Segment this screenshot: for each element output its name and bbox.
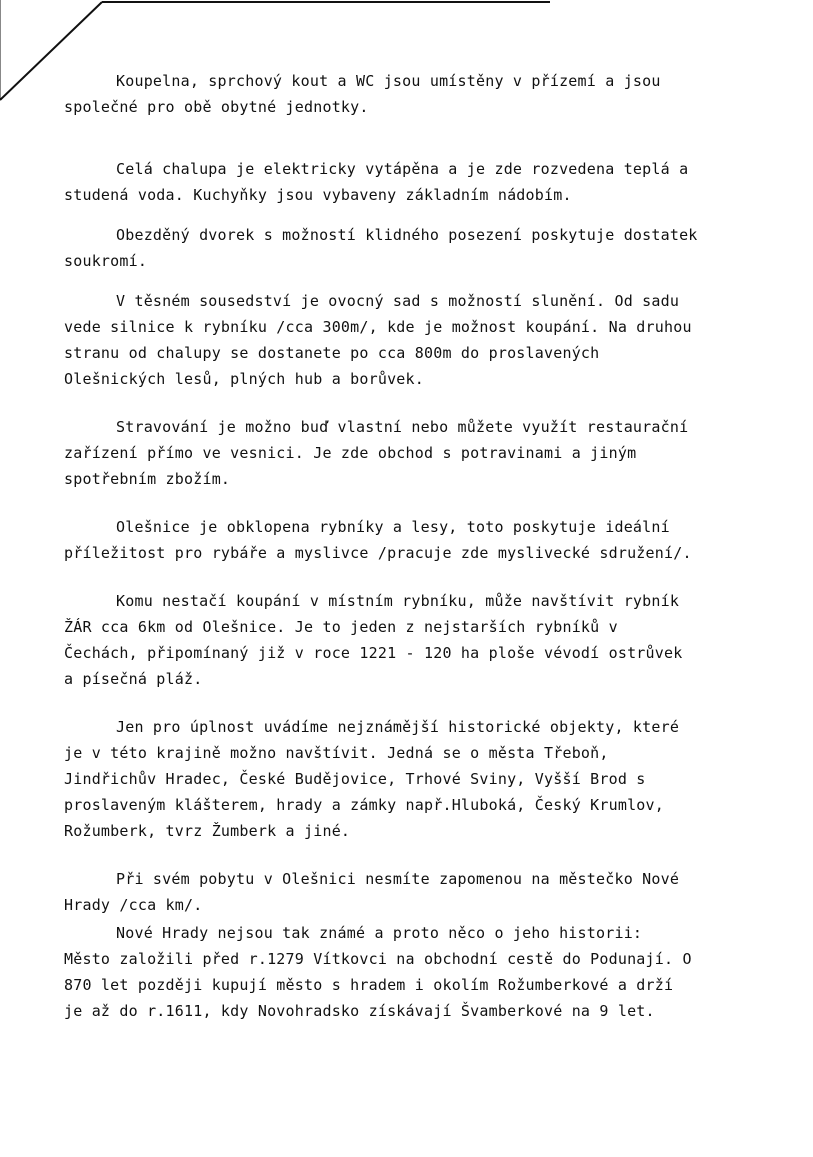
text-line: ŽÁR cca 6km od Olešnice. Je to jeden z nejstarších rybníků v bbox=[64, 618, 618, 636]
text-line: Obezděný dvorek s možností klidného posezení poskytuje dostatek bbox=[116, 226, 698, 244]
paragraph-nove-hrady-history bbox=[64, 920, 764, 1024]
text-line: Jindřichův Hradec, České Budějovice, Trhové Sviny, Vyšší Brod s bbox=[64, 770, 646, 788]
text-line: studená voda. Kuchyňky jsou vybaveny základním nádobím. bbox=[64, 186, 572, 204]
text-line: soukromí. bbox=[64, 252, 148, 270]
paragraph-orchard bbox=[64, 288, 764, 392]
text-line: Komu nestačí koupání v místním rybníku, může navštívit rybník bbox=[116, 592, 680, 610]
text-line: Hrady /cca km/. bbox=[64, 896, 203, 914]
text-line: společné pro obě obytné jednotky. bbox=[64, 98, 369, 116]
text-line: vede silnice k rybníku /cca 300m/, kde je možnost koupání. Na druhou bbox=[64, 318, 692, 336]
text-line: Město založili před r.1279 Vítkovci na obchodní cestě do Podunají. O bbox=[64, 950, 692, 968]
text-line: V těsném sousedství je ovocný sad s možností slunění. Od sadu bbox=[116, 292, 680, 310]
paragraph-surroundings bbox=[64, 514, 764, 566]
paragraph-bathroom bbox=[64, 68, 764, 120]
text-line: Čechách, připomínaný již v roce 1221 - 120 ha ploše vévodí ostrůvek bbox=[64, 644, 683, 662]
text-line: Olešnice je obklopena rybníky a lesy, toto poskytuje ideální bbox=[116, 518, 670, 536]
text-line: 870 let později kupují město s hradem i okolím Rožumberkové a drží bbox=[64, 976, 674, 994]
text-line: Celá chalupa je elektricky vytápěna a je zde rozvedena teplá a bbox=[116, 160, 689, 178]
text-line: Stravování je možno buď vlastní nebo můžete využít restaurační bbox=[116, 418, 689, 436]
text-line: příležitost pro rybáře a myslivce /pracuje zde myslivecké sdružení/. bbox=[64, 544, 692, 562]
paragraph-historic-sites bbox=[64, 714, 764, 844]
text-line: Olešnických lesů, plných hub a borůvek. bbox=[64, 370, 424, 388]
paragraph-heating bbox=[64, 156, 764, 208]
paragraph-courtyard bbox=[64, 222, 764, 274]
text-line: Při svém pobytu v Olešnici nesmíte zapomenou na městečko Nové bbox=[116, 870, 680, 888]
text-line: je v této krajině možno navštívit. Jedná se o města Třeboň, bbox=[64, 744, 609, 762]
text-line: spotřebním zbožím. bbox=[64, 470, 231, 488]
document-page bbox=[64, 68, 764, 1024]
paragraph-pond-zar bbox=[64, 588, 764, 692]
text-line: stranu od chalupy se dostanete po cca 800m do proslavených bbox=[64, 344, 600, 362]
text-line: a písečná pláž. bbox=[64, 670, 203, 688]
text-line: je až do r.1611, kdy Novohradsko získávají Švamberkové na 9 let. bbox=[64, 1002, 655, 1020]
text-line: Jen pro úplnost uvádíme nejznámější historické objekty, které bbox=[116, 718, 680, 736]
text-line: Rožumberk, tvrz Žumberk a jiné. bbox=[64, 822, 351, 840]
text-line: proslaveným klášterem, hrady a zámky např.Hluboká, Český Krumlov, bbox=[64, 796, 664, 814]
text-line: zařízení přímo ve vesnici. Je zde obchod s potravinami a jiným bbox=[64, 444, 637, 462]
text-line: Koupelna, sprchový kout a WC jsou umístěny v přízemí a jsou bbox=[116, 72, 661, 90]
text-line: Nové Hrady nejsou tak známé a proto něco o jeho historii: bbox=[116, 924, 643, 942]
paragraph-dining bbox=[64, 414, 764, 492]
paragraph-nove-hrady-intro bbox=[64, 866, 764, 918]
